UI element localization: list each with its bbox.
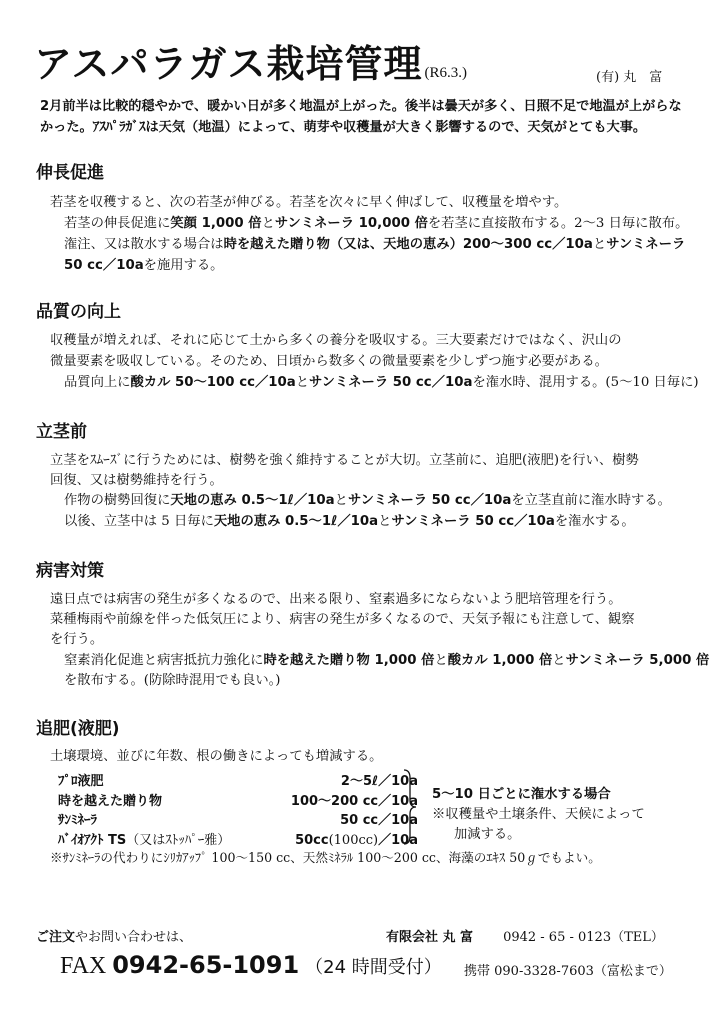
list-item (58, 809, 418, 829)
list-item (58, 790, 418, 810)
name-main: ﾊﾞｲｵｱｸﾄ TS (58, 832, 127, 848)
text: 若茎の伸長促進に (64, 216, 171, 231)
section-heading-disease: 病害対策 (36, 561, 104, 581)
text: と (592, 237, 607, 252)
product-egao: 笑顔 1,000 倍 (170, 216, 262, 231)
quality-line-2: 微量要素を吸収している。そのため、日頃から数多くの微量要素を少しずつ施す必要がある。 (50, 354, 608, 369)
fertilizer-name: ｻﾝﾐﾈｰﾗ (58, 813, 97, 828)
mobile-contact: 携帯 090-3328-7603（富松まで） (464, 964, 672, 979)
prestand-line-3 (64, 490, 671, 511)
page-title-text: アスパラガス栽培管理 (34, 42, 423, 86)
section-heading-pre-stand: 立茎前 (36, 422, 87, 442)
text: と (261, 216, 275, 231)
amount-alt: (100cc) (328, 832, 379, 848)
disease-line-5: を散布する。(防除時混用でも良い。) (64, 673, 281, 688)
right-brace (400, 768, 420, 846)
product-tokiwokoeta: 時を越えた贈り物（又は、天地の恵み）200～300 cc／10a (223, 237, 593, 252)
text: を立茎直前に潅水時する。 (511, 493, 671, 508)
fertilizer-amount: 2～5ℓ／10a (340, 774, 418, 789)
list-item (58, 770, 418, 790)
amount: 50 cc／10a (64, 258, 144, 273)
section-heading-quality: 品質の向上 (36, 302, 121, 322)
text: 潅注、又は散水する場合は (64, 237, 224, 252)
section-heading-topdress: 追肥(液肥) (36, 719, 120, 739)
product-sanminera: サンミネーラ 50 cc／10a (391, 514, 555, 529)
text: と (552, 653, 566, 668)
prestand-line-2: 回復、又は樹勢維持を行う。 (50, 473, 223, 488)
page-title (34, 40, 467, 97)
tel-number: 0942 - 65 - 0123（TEL） (503, 930, 664, 945)
prestand-line-1: 立茎をｽﾑｰｽﾞに行うためには、樹勢を強く維持することが大切。立茎前に、追肥(液肥)を行い、樹勢 (50, 453, 639, 468)
growth-line-4 (64, 255, 223, 276)
text: 作物の樹勢回復に (64, 493, 171, 508)
text: 品質向上に (64, 375, 131, 390)
quality-line-1: 収穫量が増えれば、それに応じて土から多くの養分を吸収する。三大要素だけではなく、沢山の (50, 333, 622, 348)
inquiry-text (36, 926, 192, 945)
product-sanminera: サンミネーラ 5,000 倍 (565, 653, 710, 668)
fertilizer-name: 時を越えた贈り物 (58, 793, 163, 809)
amount-unit: ／10a (378, 832, 418, 848)
disease-line-4 (64, 650, 709, 671)
company-name-top: (有) 丸 富 (596, 70, 663, 85)
list-item (58, 829, 418, 849)
text: と (378, 514, 392, 529)
inquiry-bold: ご注文 (36, 930, 76, 945)
fertilizer-amount: 100～200 cc／10a (290, 793, 418, 809)
product-sanminera: サンミネーラ 10,000 倍 (274, 216, 428, 231)
disease-line-3: を行う。 (50, 632, 104, 647)
fertilizer-list (58, 770, 418, 848)
fax-line (60, 948, 442, 985)
watering-note-line-2: 加減する。 (454, 827, 521, 842)
amount-main: 50cc (295, 832, 329, 848)
product-sanminera: サンミネーラ 50 cc／10a (347, 493, 512, 508)
company-name: 有限会社 丸 富 (386, 930, 474, 945)
company-contact (386, 926, 664, 945)
text: を施用する。 (143, 258, 224, 273)
disease-line-1: 遠日点では病害の発生が多くなるので、出来る限り、窒素過多にならないよう肥培管理を行う。 (50, 592, 622, 607)
section-heading-growth: 伸長促進 (36, 163, 104, 183)
fax-note: （24 時間受付） (305, 957, 442, 978)
growth-line-1: 若茎を収穫すると、次の若茎が伸びる。若茎を次々に早く伸ばして、収穫量を増やす。 (50, 195, 568, 210)
prestand-line-4 (64, 511, 635, 532)
text: を潅水時、混用する。(5～10 日毎に) (472, 375, 699, 390)
intro-paragraph: 2月前半は比較的穏やかで、暖かい日が多く地温が上がった。後半は曇天が多く、日照不足で地温が上がらなかった。ｱｽﾊﾟﾗｶﾞｽは天気（地温）によって、萌芽や収穫量が大きく影響するので、天気がとても大事。 (40, 99, 682, 135)
growth-line-2 (64, 213, 688, 234)
fertilizer-amount: 50 cc／10a (340, 813, 418, 828)
product-tokiwokoeta: 時を越えた贈り物 1,000 倍 (263, 653, 435, 668)
topdress-line-1: 土壌環境、並びに年数、根の働きによっても増減する。 (50, 749, 383, 764)
text: 窒素消化促進と病害抵抗力強化に (64, 653, 264, 668)
fax-label: FAX (60, 953, 107, 979)
fertilizer-name (58, 829, 230, 848)
fertilizer-name: ﾌﾟﾛ液肥 (58, 774, 104, 789)
text: と (434, 653, 448, 668)
watering-note-title: 5～10 日ごとに潅水する場合 (432, 787, 611, 802)
product-sanminera: サンミネーラ (606, 237, 686, 252)
disease-line-2: 菜種梅雨や前線を伴った低気圧により、病害の発生が多くなるので、天気予報にも注意して、観察 (50, 612, 635, 627)
product-sancal: 酸カル 50～100 cc／10a (130, 375, 296, 390)
name-alt: （又はｽﾄｯﾊﾟｰ雅） (126, 832, 231, 848)
text: と (334, 493, 348, 508)
text: と (295, 375, 310, 390)
text: を若茎に直接散布する。2～3 日毎に散布。 (427, 216, 689, 231)
product-tenchi: 天地の恵み 0.5～1ℓ／10a (170, 493, 335, 508)
growth-line-3 (64, 234, 685, 255)
product-sanminera: サンミネーラ 50 cc／10a (309, 375, 473, 390)
watering-note-line-1: ※収穫量や土壌条件、天候によって (432, 807, 645, 822)
fax-number: 0942-65-1091 (112, 951, 300, 979)
text: 以後、立茎中は 5 日毎に (64, 514, 214, 529)
text: を潅水する。 (554, 514, 635, 529)
product-tenchi: 天地の恵み 0.5～1ℓ／10a (213, 514, 379, 529)
title-date: (R6.3.) (424, 65, 467, 81)
substitute-footnote: ※ｻﾝﾐﾈｰﾗの代わりにｼﾘｶｱｯﾌﾟ 100～150 cc、天然ﾐﾈﾗﾙ 100～200 cc、海藻のｴｷｽ 50ℊでもよい。 (50, 850, 601, 865)
quality-line-3 (64, 372, 699, 393)
watering-note (432, 785, 645, 845)
inquiry-rest: やお問い合わせは、 (75, 930, 193, 945)
product-sancal: 酸カル 1,000 倍 (447, 653, 553, 668)
